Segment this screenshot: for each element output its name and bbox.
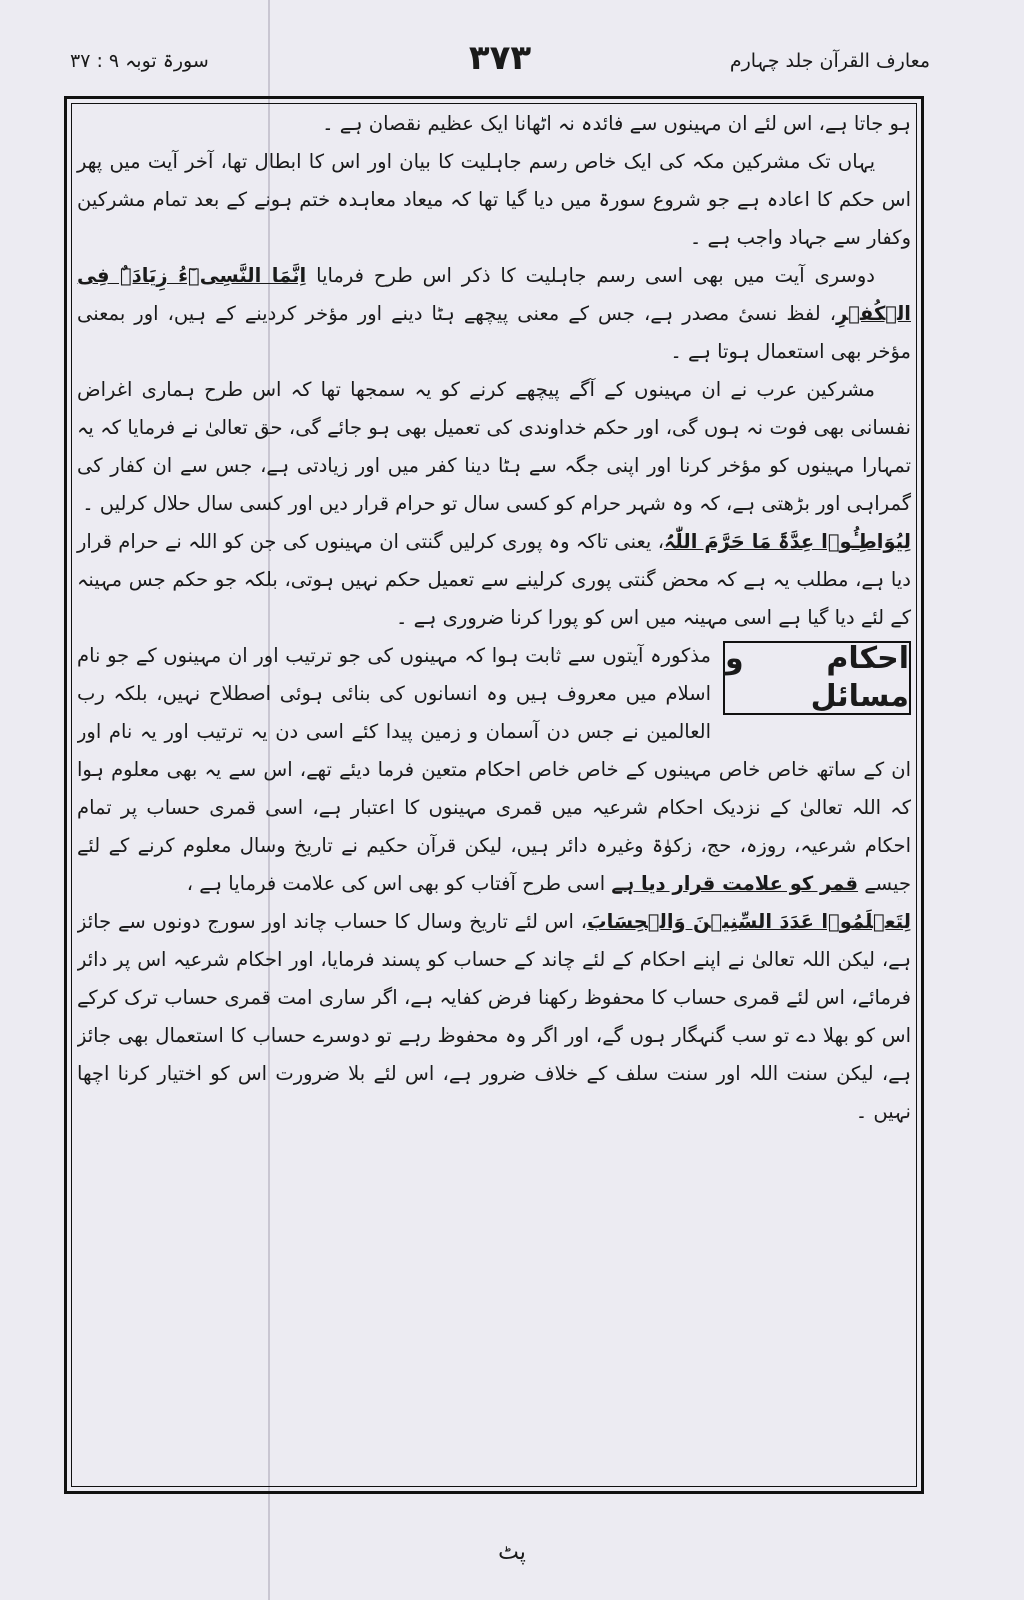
paragraph-3-text-b: ، لفظ نسیٔ مصدر ہے، جس کے معنی پیچھے ہٹا دینے اور مؤخر کردینے کے ہیں، اور بمعنی مؤخر بھی استعمال ہوتا ہے ۔	[77, 302, 911, 363]
book-title: معارف القرآن جلد چہارم	[729, 50, 930, 72]
quran-quote-1: اِنَّمَا النَّسِیۡٓءُ زِیَادَۃٌ فِی الۡکُفۡرِ	[77, 264, 911, 325]
paragraph-6-end: اسی طرح آفتاب کو بھی اس کی علامت فرمایا ہے ،	[186, 872, 606, 895]
paragraph-6-text: مذکورہ آیتوں سے ثابت ہوا کہ مہینوں کی جو ترتیب اور ان مہینوں کے جو نام اسلام میں معروف ہیں وہ انسانوں کی بنائی ہوئی اصطلاح نہیں، بلکہ رب العالمین نے جس دن آسمان و زمین پیدا کئے اسی دن یہ ترتیب اور یہ نام اور ان کے ساتھ خاص خاص مہینوں کے خاص خاص احکام متعین فرما دیئے تھے، اس سے یہ بھی معلوم ہوا کہ اللہ تعالیٰ کے نزدیک احکام شرعیہ میں قمری مہینوں کا اعتبار ہے، اسی قمری حساب پر تمام احکام شرعیہ، روزہ، حج، زکوٰۃ وغیرہ دائر ہیں، لیکن قرآن حکیم نے تاریخ وسال معلوم کرنے کے لئے جیسے	[77, 644, 911, 895]
quran-quote-2: لِیُوَاطِـُٔوۡا عِدَّۃَ مَا حَرَّمَ اللّٰہُ	[664, 530, 911, 553]
surah-reference: سورۃ توبہ ۹ : ۳۷	[70, 50, 209, 72]
paragraph-7-text: ، اس لئے تاریخ وسال کا حساب چاند اور سورج دونوں سے جائز ہے، لیکن اللہ تعالیٰ نے اپنے احکام کے لئے چاند کے حساب کو پسند فرمایا، اور احکام شرعیہ اس پر دائر فرمائے، اس لئے قمری حساب کا محفوظ رکھنا فرض کفایہ ہے، اگر ساری امت قمری حساب ترک کرکے اس کو بھلا دے تو سب گنہگار ہوں گے، اور اگر وہ محفوظ رہے تو دوسرے حساب کا استعمال بھی جائز ہے، لیکن سنت اللہ اور سنت سلف کے خلاف ضرور ہے، اس لئے بلا ضرورت اس کو اختیار کرنا اچھا نہیں ۔	[77, 910, 911, 1123]
page-header	[70, 40, 930, 84]
paragraph-2: یہاں تک مشرکین مکہ کی ایک خاص رسم جاہلیت کا بیان اور اس کا ابطال تھا، آخر آیت میں پھر اس حکم کا اعادہ ہے جو شروع سورۃ میں دیا گیا تھا کہ میعاد معاہدہ ختم ہونے کے بعد تمام مشرکین وکفار سے جہاد واجب ہے ۔	[77, 150, 911, 249]
page-footer-mark: پٹ	[498, 1540, 526, 1565]
paragraph-6-underlined: قمر کو علامت قرار دیا ہے	[611, 872, 859, 895]
masail-heading: احکام و مسائل	[725, 641, 909, 714]
paragraph-7	[77, 903, 911, 1131]
paragraph-3	[77, 257, 911, 371]
paragraph-4: مشرکین عرب نے ان مہینوں کے آگے پیچھے کرنے کو یہ سمجھا تھا کہ اس طرح ہماری اغراض نفسانی بھی فوت نہ ہوں گی، اور حکم خداوندی کی تعمیل بھی ہو جائے گی، حق تعالیٰ نے فرمایا کہ یہ تمہارا مہینوں کو مؤخر کرنا اور اپنی جگہ سے ہٹا دینا کفر میں اور زیادتی ہے، جس سے ان کفار کی گمراہی اور بڑھتی ہے، کہ وہ شہر حرام کو کسی سال تو حرام قرار دیں اور کسی سال حلال کرلیں ۔	[77, 378, 911, 515]
paragraph-5-text: ، یعنی تاکہ وہ پوری کرلیں گنتی ان مہینوں کی جن کو اللہ نے حرام قرار دیا ہے، مطلب یہ ہے کہ محض گنتی پوری کرلینے سے تعمیل حکم نہیں ہوتی، بلکہ جو حکم جس مہینہ کے لئے دیا گیا ہے اسی مہینہ میں اس کو پورا کرنا ضروری ہے ۔	[77, 530, 911, 629]
masail-section	[77, 637, 911, 1131]
quran-quote-3: لِتَعۡلَمُوۡا عَدَدَ السِّنِیۡنَ وَالۡحِسَابَ	[586, 910, 911, 933]
paragraph-5	[77, 523, 911, 637]
body-text	[77, 105, 911, 1485]
paragraph-3-text-a: دوسری آیت میں بھی اسی رسم جاہلیت کا ذکر اس طرح فرمایا	[316, 264, 875, 287]
text-frame	[64, 96, 924, 1494]
page-number: ۳۷۳	[468, 38, 532, 78]
masail-heading-box	[723, 641, 911, 715]
paragraph-1: ہو جاتا ہے، اس لئے ان مہینوں سے فائدہ نہ اٹھانا ایک عظیم نقصان ہے ۔	[322, 112, 911, 135]
